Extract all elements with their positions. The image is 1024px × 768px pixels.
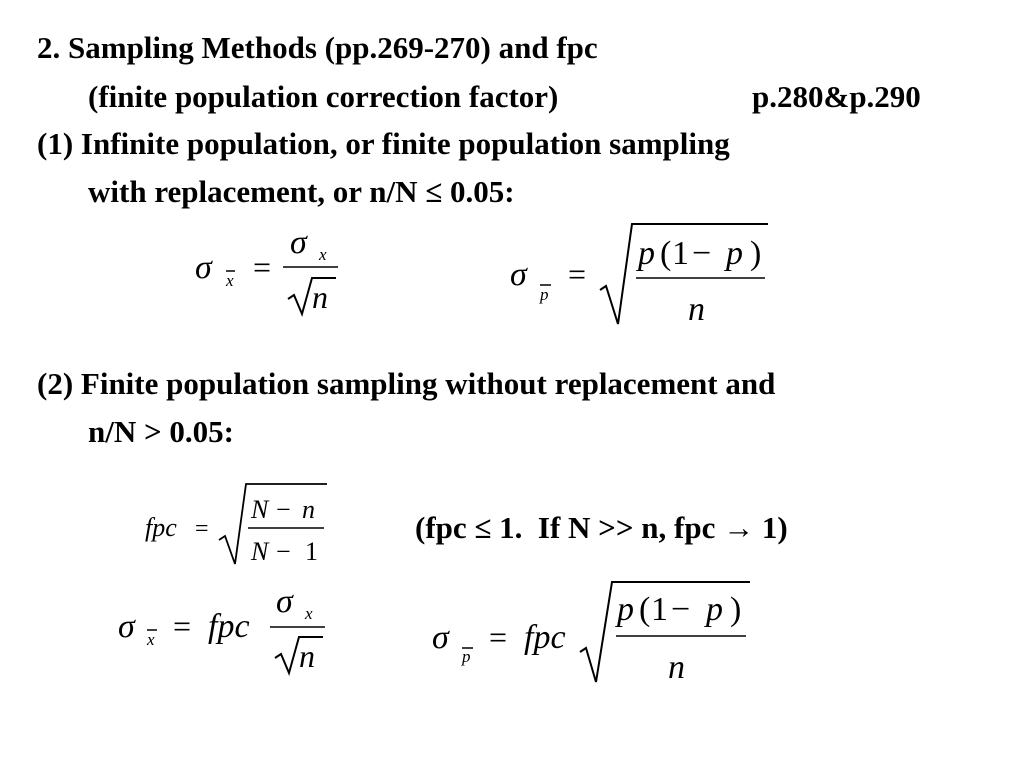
variable-p: p: [706, 591, 723, 628]
minus-sign: −: [671, 591, 691, 628]
minus-sign: −: [276, 537, 291, 566]
formula-sigma-pbar: [510, 218, 775, 333]
subscript-p: p: [540, 285, 549, 304]
variable-N: N: [251, 537, 269, 566]
heading-line-1: 2. Sampling Methods (pp.269-270) and fpc: [37, 30, 598, 65]
paren-open: (: [660, 235, 672, 272]
minus-sign: −: [692, 235, 712, 272]
heading-page-refs: p.280&p.290: [752, 79, 921, 114]
case-1-line-1: (1) Infinite population, or finite population sampling: [37, 126, 730, 161]
subscript-p: p: [462, 647, 471, 666]
fpc-note: (fpc ≤ 1. If N >> n, fpc → 1): [415, 510, 788, 545]
case-1-line-2: with replacement, or n/N ≤ 0.05:: [88, 174, 515, 209]
equals-sign: =: [568, 256, 587, 292]
sigma-symbol: σ: [510, 256, 527, 293]
numeral-one: 1: [672, 235, 689, 272]
equals-sign: =: [489, 619, 508, 655]
subscript-x: x: [226, 271, 234, 290]
numeral-one: 1: [305, 537, 318, 566]
sigma-symbol: σ: [118, 608, 135, 645]
formula-fpc: [145, 478, 345, 573]
variable-p: p: [638, 235, 655, 272]
case-2-line-1: (2) Finite population sampling without replacement and: [37, 366, 776, 401]
equals-sign: =: [195, 516, 209, 542]
sigma-symbol: σ: [432, 619, 449, 656]
variable-p: p: [726, 235, 743, 272]
fpc-label: fpc: [145, 513, 177, 542]
fpc-label: fpc: [524, 619, 566, 656]
fpc-label: fpc: [208, 608, 250, 645]
sigma-symbol: σ: [195, 249, 212, 286]
formula-sigma-xbar: [195, 222, 355, 322]
variable-p: p: [617, 591, 634, 628]
paren-open: (: [639, 591, 651, 628]
subscript-x: x: [147, 630, 155, 649]
numeral-one: 1: [651, 591, 668, 628]
minus-sign: −: [276, 495, 291, 524]
case-2-line-2: n/N > 0.05:: [88, 414, 234, 449]
sigma-symbol: σ: [276, 583, 293, 620]
sigma-symbol: σ: [290, 224, 307, 261]
variable-n: n: [688, 291, 705, 328]
paren-close: ): [750, 235, 762, 272]
subscript-x: x: [319, 245, 327, 264]
variable-N: N: [251, 495, 269, 524]
subscript-x: x: [305, 604, 313, 623]
paren-close: ): [730, 591, 742, 628]
heading-line-2: (finite population correction factor): [88, 79, 559, 114]
formula-sigma-xbar-fpc: [118, 585, 343, 680]
variable-n: n: [312, 279, 328, 315]
equals-sign: =: [253, 249, 272, 285]
formula-sigma-pbar-fpc: [432, 578, 757, 693]
variable-n: n: [302, 495, 315, 524]
variable-n: n: [668, 649, 685, 686]
equals-sign: =: [173, 608, 192, 644]
variable-n: n: [299, 638, 315, 674]
